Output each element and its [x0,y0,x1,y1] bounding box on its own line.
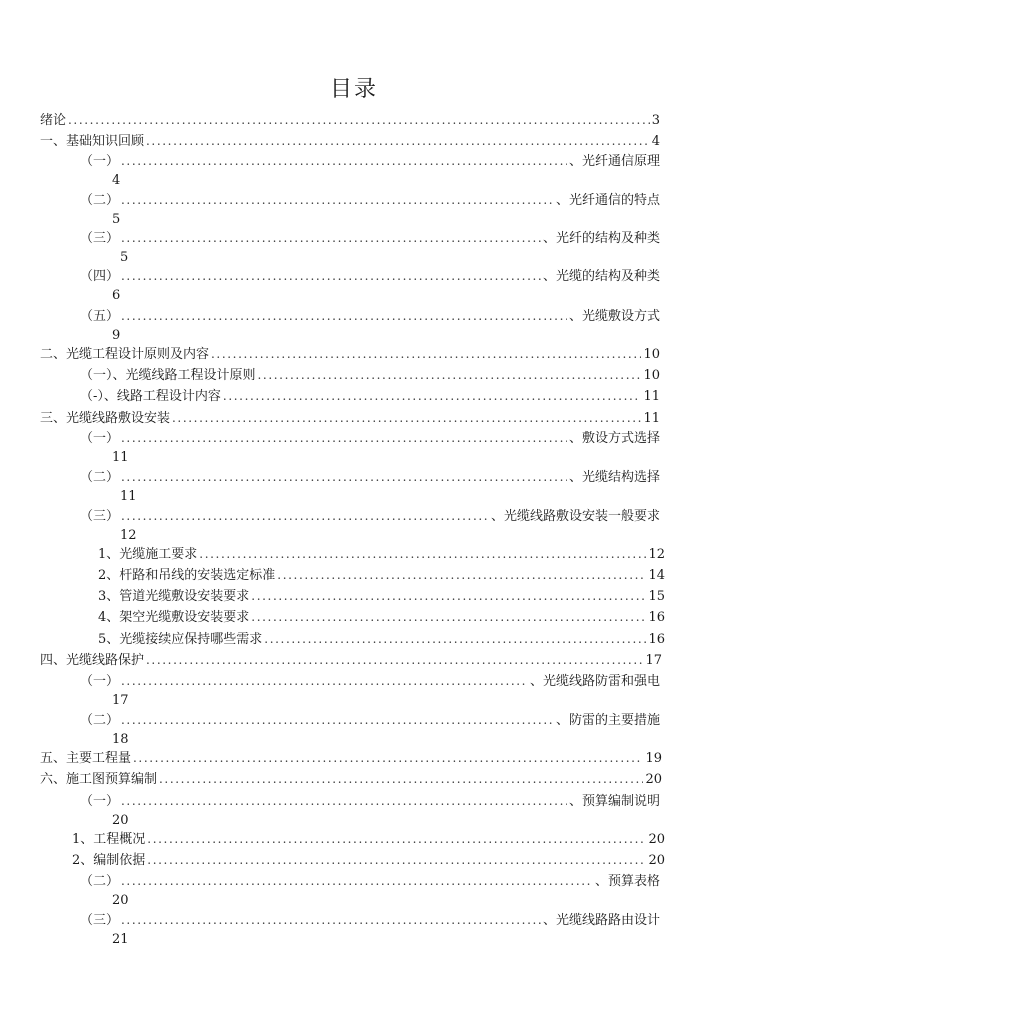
dot-leader [121,507,489,525]
toc-entry-page-number: 4 [112,173,121,188]
toc-entry-label: 四、光缆线路保护 [40,653,145,668]
toc-entry-page-number: 11 [120,489,137,504]
toc-entry [80,711,660,729]
toc-entry-label: 绪论 [40,113,67,128]
toc-entry-page-number: 17 [645,653,662,668]
toc-entry [80,792,660,810]
toc-entry-page-number: 10 [643,368,660,383]
dot-leader [251,608,646,626]
toc-entry [40,770,662,788]
toc-entry [98,608,665,626]
toc-entry [80,307,660,325]
toc-entry-label: （二） [80,470,120,485]
toc-entry-label: 1、工程概况 [72,832,146,847]
toc-entry [40,651,662,669]
toc-entry-label: （二） [80,713,120,728]
toc-entry-page-number: 10 [643,347,660,362]
toc-entry [40,345,660,363]
toc-entry-page-number: 12 [120,528,137,543]
dot-leader [264,630,646,648]
toc-entry-label: 一、基础知识回顾 [40,134,145,149]
toc-entry-page-number: 5 [112,212,121,227]
toc-entry-label: （五） [80,309,120,324]
dot-leader [277,566,646,584]
toc-entry [80,911,660,929]
toc-entry-label: （四） [80,269,120,284]
dot-leader [159,770,643,788]
toc-entry-page-number: 11 [643,411,660,426]
dot-leader [133,749,643,767]
toc-entry-title: 、光纤通信原理 [568,154,660,169]
toc-entry-page-number: 16 [648,610,665,625]
toc-entry-title: 、光缆线路防雷和强电 [529,674,660,689]
toc-entry-label: 2、杆路和吊线的安装选定标准 [98,568,276,583]
toc-entry-label: （一） [80,154,120,169]
toc-entry-page-number: 19 [645,751,662,766]
toc-entry-label: （二） [80,874,120,889]
dot-leader [172,409,641,427]
toc-entry [80,507,660,525]
dot-leader [251,587,646,605]
toc-entry-label: 五、主要工程量 [40,751,132,766]
toc-entry-label: （三） [80,231,120,246]
toc-entry-label: 2、编制依据 [72,853,146,868]
toc-entry [40,749,662,767]
dot-leader [121,872,593,890]
toc-entry-title: 、光缆线路路由设计 [542,913,660,928]
toc-entry-label: 六、施工图预算编制 [40,772,158,787]
toc-entry-label: （一）、光缆线路工程设计原则 [80,368,256,383]
dot-leader [121,307,567,325]
toc-entry-page-number: 20 [645,772,662,787]
toc-entry-label: 三、光缆线路敷设安装 [40,411,171,426]
toc-entry-title: 、光缆的结构及种类 [542,269,660,284]
toc-entry-label: （二） [80,193,120,208]
toc-entry [80,468,660,486]
dot-leader [121,672,528,690]
dot-leader [121,429,567,447]
toc-entry-title: 、防雷的主要措施 [555,713,660,728]
toc-entry [80,672,660,690]
dot-leader [121,792,567,810]
dot-leader [147,851,646,869]
toc-entry [80,267,660,285]
dot-leader [121,468,567,486]
dot-leader [211,345,641,363]
dot-leader [146,651,643,669]
toc-entry [80,191,660,209]
toc-entry-page-number: 16 [648,632,665,647]
toc-entry-title: 、敷设方式选择 [568,431,660,446]
toc-entry-label: （一） [80,431,120,446]
toc-entry-page-number: 20 [112,893,129,908]
toc-entry-label: 3、管道光缆敷设安装要求 [98,589,250,604]
toc-entry-label: 5、光缆接续应保持哪些需求 [98,632,263,647]
toc-entry-label: （三） [80,509,120,524]
toc-entry [40,111,660,129]
toc-entry-title: 、光缆敷设方式 [568,309,660,324]
dot-leader [223,387,642,405]
toc-entry [98,545,665,563]
toc-entry-title: 、预算编制说明 [568,794,660,809]
toc-entry-label: （一） [80,794,120,809]
toc-entry-page-number: 14 [648,568,665,583]
toc-entry-page-number: 20 [112,813,129,828]
toc-entry-page-number: 20 [648,832,665,847]
dot-leader [121,911,541,929]
toc-entry-page-number: 5 [120,250,129,265]
page-title: 目录 [329,77,378,102]
toc-entry-title: 、光纤的结构及种类 [542,231,660,246]
toc-entry [40,132,660,150]
toc-entry-title: 、预算表格 [594,874,660,889]
toc-entry-page-number: 11 [112,450,129,465]
toc-entry-title: 、光缆线路敷设安装一般要求 [490,509,660,524]
toc-entry-label: （一） [80,674,120,689]
toc-entry-label: （-）、线路工程设计内容 [80,389,221,404]
toc-entry [72,830,665,848]
toc-entry-label: 4、架空光缆敷设安装要求 [98,610,250,625]
toc-entry-page-number: 11 [643,389,660,404]
toc-entry-page-number: 12 [648,547,665,562]
toc-entry-page-number: 4 [651,134,660,149]
toc-entry [80,366,660,384]
toc-entry-title: 、光缆结构选择 [568,470,660,485]
toc-entry [80,152,660,170]
toc-entry-page-number: 18 [112,732,129,747]
toc-entry [72,851,665,869]
toc-entry-page-number: 20 [648,853,665,868]
dot-leader [68,111,650,129]
toc-entry [80,872,660,890]
toc-entry-label: 二、光缆工程设计原则及内容 [40,347,210,362]
toc-entry-page-number: 15 [648,589,665,604]
dot-leader [199,545,646,563]
toc-entry-page-number: 9 [112,328,121,343]
dot-leader [146,132,650,150]
dot-leader [121,191,554,209]
toc-entry [80,387,660,405]
toc-entry [80,429,660,447]
toc-entry [98,566,665,584]
toc-entry-page-number: 3 [651,113,660,128]
dot-leader [121,229,541,247]
toc-entry-page-number: 17 [112,693,129,708]
dot-leader [121,152,567,170]
dot-leader [258,366,642,384]
toc-entry [98,630,665,648]
dot-leader [121,711,554,729]
toc-entry [80,229,660,247]
toc-entry [98,587,665,605]
toc-entry [40,409,660,427]
toc-entry-title: 、光纤通信的特点 [555,193,660,208]
dot-leader [121,267,541,285]
dot-leader [147,830,646,848]
toc-entry-label: 1、光缆施工要求 [98,547,198,562]
toc-entry-page-number: 21 [112,932,129,947]
toc-entry-page-number: 6 [112,288,121,303]
toc-entry-label: （三） [80,913,120,928]
